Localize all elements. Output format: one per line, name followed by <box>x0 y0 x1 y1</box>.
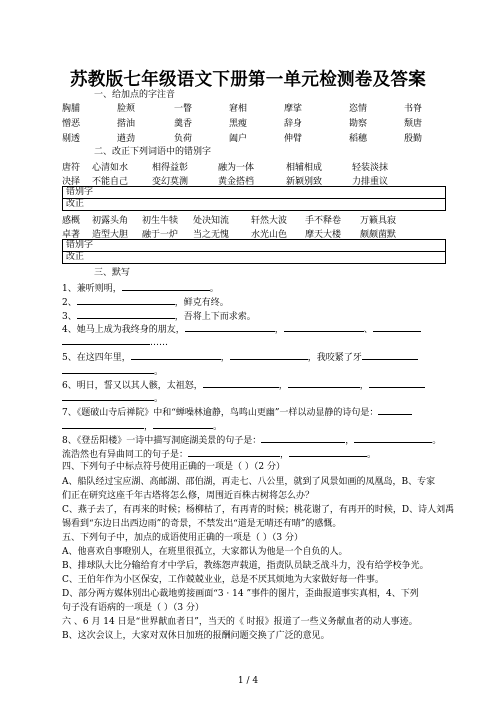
answer-blank[interactable] <box>378 405 412 415</box>
word: 处决知流 <box>193 216 230 226</box>
dictation-q8-line2: 流浩然也有异曲同工的句子是： ， 。 <box>62 447 442 462</box>
word: 摩挲 <box>284 104 303 114</box>
section5-option-d-cont: 句子没有语病的一项是（ ）（3 分） <box>62 603 204 613</box>
word: 轻装淡抹 <box>352 163 389 173</box>
correction-cell[interactable]: 改正 <box>63 252 446 264</box>
word: 黄金搭档 <box>218 177 255 187</box>
word: 心清如水 <box>92 163 129 173</box>
q4-sep: 、 <box>363 325 373 335</box>
word: 感概 <box>62 216 81 226</box>
section4-option-a: A、船队经过宝应湖、高邮湖、邵伯湖，再走七、八公里，就到了风景如画的凤凰岛，B、专家 <box>62 477 436 487</box>
word: 水光山色 <box>251 230 288 240</box>
word: 摩天大楼 <box>305 230 342 240</box>
page-number: 1 / 4 <box>237 676 259 686</box>
word: 手不释卷 <box>305 216 342 226</box>
page-title: 苏教版七年级语文下册第一单元检测卷及答案 <box>70 70 426 90</box>
answer-blank[interactable] <box>362 350 418 360</box>
word: 初露头角 <box>92 216 129 226</box>
word: 决择 <box>62 177 81 187</box>
word: 新颖别致 <box>286 177 323 187</box>
word: 不能自己 <box>92 177 129 187</box>
word: 变幻莫测 <box>152 177 189 187</box>
word: 卓著 <box>62 230 81 240</box>
answer-blank[interactable] <box>77 295 175 305</box>
section3-heading: 三、默写 <box>94 268 131 278</box>
answer-blank[interactable] <box>62 391 154 401</box>
answer-blank[interactable] <box>62 364 154 374</box>
word: 万籁具寂 <box>360 216 397 226</box>
word: 阖户 <box>229 134 248 144</box>
dictation-q2: 2、 ，鲜克有终。 <box>62 295 442 310</box>
word: 造型大胆 <box>92 230 129 240</box>
section4-option-a-cont: 们正在研究这座千年古塔将怎么修，周围近百株古树将怎么办？ <box>62 491 315 501</box>
section1-row2 <box>62 116 422 129</box>
word: 憎恶 <box>62 119 81 129</box>
q4-end: …… <box>150 338 168 348</box>
q6-text: 6、明日，誓又以其人骸，太祖怒， <box>62 381 203 391</box>
answer-blank[interactable] <box>230 350 308 360</box>
dictation-q4: 4、她马上成为我终身的朋友， ， 、 <box>62 322 442 337</box>
q1-end: 。 <box>209 284 219 294</box>
q1-text: 1、兼听则明， <box>62 284 122 294</box>
section6-heading: 六 、6 月 14 日是“世界献血者日”，当天的《 时报》报道了一些义务献血者的动人事迹。 <box>62 617 418 627</box>
answer-blank[interactable] <box>185 322 275 332</box>
dictation-q4-cont <box>62 335 442 350</box>
section1-heading: 一、给加点的字注音 <box>94 90 176 100</box>
dictation-q7-cont: ， 。 <box>62 419 442 434</box>
word: 恣情 <box>349 104 368 114</box>
q7-text: 7、《题破山寺后禅院》中和“蝉噪林逾静，鸟鸣山更幽”一样以动显静的诗句是： <box>62 408 379 418</box>
answer-blank[interactable] <box>284 322 364 332</box>
q4-text: 4、她马上成为我终身的朋友， <box>62 325 185 335</box>
section5-option-d: D、部分两方媒体别出心裁地剪接画面“3 · 14 ”事件的图片，歪曲报道事实真相，4、下列 <box>62 589 419 599</box>
wrong-char-cell[interactable]: 错别字 <box>63 187 446 199</box>
answer-blank[interactable] <box>289 447 367 457</box>
word: 轩然大波 <box>251 216 288 226</box>
section5-option-a: A、他喜欢自事瞪别人，在班里很孤立，大家都认为他是一个自负的人。 <box>62 547 348 557</box>
answer-blank[interactable] <box>131 350 221 360</box>
section2-row1 <box>62 160 388 173</box>
dictation-q6-cont: 。 <box>62 391 442 406</box>
q2-end: ，鲜克有终。 <box>174 298 229 308</box>
correction-cell[interactable]: 改正 <box>63 199 446 211</box>
q8-end: 。 <box>367 450 377 460</box>
answer-blank[interactable] <box>203 378 279 388</box>
word: 当之无愧 <box>193 230 230 240</box>
word: 稻穗 <box>349 134 368 144</box>
section4-option-c-cont: 锡看到“东边日出西边雨”的奇景，不禁发出“道是无晴还有晴”的感慨。 <box>62 519 342 529</box>
answer-blank[interactable] <box>122 281 210 291</box>
answer-blank[interactable] <box>369 378 425 388</box>
q3-end: ，吾将上下而求索。 <box>174 312 256 322</box>
word: 勘察 <box>349 119 368 129</box>
word: 黑瘦 <box>229 119 248 129</box>
word: 颇颇菌默 <box>360 230 397 240</box>
section1-row1 <box>62 101 422 114</box>
q8-line2-text: 流浩然也有异曲同工的句子是： <box>62 450 189 460</box>
dictation-q5: 5、在这四年里， ， ，我咬紧了牙 <box>62 350 442 365</box>
dictation-q1 <box>62 281 442 296</box>
word: 唐符 <box>62 163 81 173</box>
word: 相辅相成 <box>286 163 323 173</box>
answer-blank[interactable] <box>354 433 432 443</box>
section5-option-c: C、王伯年作为小区保安，工作兢兢业业，总是不厌其烦地为大家做好每一件事。 <box>62 575 384 585</box>
word: 剔透 <box>62 134 81 144</box>
word: 羹香 <box>174 119 193 129</box>
q5-mid: ，我咬紧了牙 <box>307 353 362 363</box>
word: 一瞥 <box>174 104 193 114</box>
section5-option-b: B、排球队大比分输给育才中学后，教练怨声载道，指责队员缺乏战斗力，没有给学校争光。 <box>62 561 429 571</box>
word: 初生牛犊 <box>142 216 179 226</box>
q5-text: 5、在这四年里， <box>62 353 131 363</box>
dictation-q3: 3、 ，吾将上下而求索。 <box>62 309 442 324</box>
answer-blank[interactable] <box>373 322 421 332</box>
correction-table-1 <box>62 186 446 211</box>
section1-row3 <box>62 131 422 144</box>
section2-heading: 二、改正下列词语中的错别字 <box>94 147 212 157</box>
word: 书脊 <box>404 104 423 114</box>
section4-option-c: C、燕子去了，有再来的时候；杨柳枯了，有再青的时候；桃花谢了，有再开的时候，D、诗人刘禹 <box>62 505 455 515</box>
correction-table-2 <box>62 239 446 264</box>
word: 伸臂 <box>284 134 303 144</box>
answer-blank[interactable] <box>77 309 175 319</box>
word: 揩油 <box>117 119 136 129</box>
word: 融于一炉 <box>142 230 179 240</box>
dictation-q6: 6、明日，誓又以其人骸，太祖怒， ， ， <box>62 378 442 393</box>
answer-blank[interactable] <box>261 433 345 443</box>
dictation-q8: 8、《登岳阳楼》一诗中描写洞庭湖美景的句子是： ， 。 <box>62 433 442 448</box>
word: 相得益彰 <box>152 163 189 173</box>
dictation-q5-cont: 。 <box>62 364 442 379</box>
word: 窘相 <box>229 104 248 114</box>
answer-blank[interactable] <box>188 447 280 457</box>
section5-heading: 五、下列句子中，加点的成语使用正确的一项是（ ）（3 分） <box>62 533 303 543</box>
word: 脸颊 <box>117 104 136 114</box>
section2-row3 <box>62 213 396 226</box>
answer-blank[interactable] <box>288 378 360 388</box>
answer-blank[interactable] <box>62 419 144 429</box>
section6-option-b: B、这次会议上，大家对双休日加班的报酬问题交换了广泛的意见。 <box>62 631 330 641</box>
answer-blank[interactable] <box>153 419 213 429</box>
dictation-q7 <box>62 405 442 420</box>
word: 融为一体 <box>218 163 255 173</box>
word: 遒劲 <box>117 134 136 144</box>
word: 辞身 <box>284 119 303 129</box>
q8-text: 8、《登岳阳楼》一诗中描写洞庭湖美景的句子是： <box>62 436 262 446</box>
word: 力排重议 <box>352 177 389 187</box>
word: 胸脯 <box>62 104 81 114</box>
section4-heading: 四、下列句子中标点符号使用正确的一项是（ ）（2 分） <box>62 462 285 472</box>
word: 殷勤 <box>404 134 423 144</box>
word: 负荷 <box>174 134 193 144</box>
answer-blank[interactable] <box>62 335 150 345</box>
word: 颓唐 <box>404 119 423 129</box>
wrong-char-cell[interactable]: 错别字 <box>63 240 446 252</box>
